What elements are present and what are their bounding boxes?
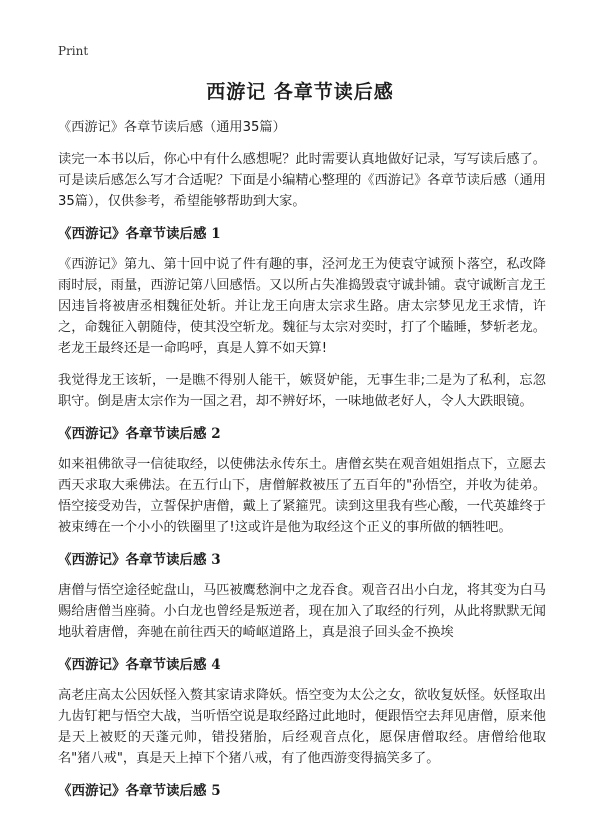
section-paragraph: 《西游记》第九、第十回中说了件有趣的事，泾河龙王为使袁守诚预卜落空，私改降雨时辰，雨量，西游记第八回感悟。又以所占失准捣毁袁守诚卦铺。袁守诚断言龙王因违旨将被唐丞相魏征处斩。并让龙王向唐太宗求生路。唐太宗梦见龙王求情，许之，命魏征入朝随侍，使其没空斩龙。魏征与太宗对奕时，打了个瞌睡，梦斩老龙。老龙王最终还是一命呜呼，真是人算不如天算! <box>58 257 546 356</box>
section-heading: 《西游记》各章节读后感 4 <box>58 657 221 673</box>
article-body <box>58 117 546 811</box>
section-heading: 《西游记》各章节读后感 1 <box>58 226 221 242</box>
section-2 <box>58 423 546 538</box>
section-5 <box>58 780 546 802</box>
section-paragraph: 高老庄高太公因妖怪入赘其家请求降妖。悟空变为太公之女，欲收复妖怪。妖怪取出九齿钉耙与悟空大战，当听悟空说是取经路过此地时，便跟悟空去拜见唐僧，原来他是天上被贬的天蓬元帅，错投猪胎，后经观音点化，愿保唐僧取经。唐僧给他取名"猪八戒"，真是天上掉下个猪八戒，有了他西游变得搞笑多了。 <box>58 688 546 766</box>
section-heading: 《西游记》各章节读后感 2 <box>58 426 221 442</box>
section-paragraph: 唐僧与悟空途径蛇盘山，马匹被鹰愁涧中之龙吞食。观音召出小白龙，将其变为白马赐给唐僧当座骑。小白龙也曾经是叛逆者，现在加入了取经的行列，从此将默默无闻地驮着唐僧，奔驰在前往西天的崎岖道路上，真是浪子回头金不换埃 <box>58 583 546 640</box>
section-4 <box>58 654 546 769</box>
article-subtitle: 《西游记》各章节读后感（通用35篇） <box>58 120 286 135</box>
section-paragraph: 我觉得龙王该斩，一是瞧不得别人能干，嫉贤妒能，无事生非;二是为了私利，忘忽职守。倒是唐太宗作为一国之君，却不辨好坏，一味地做老好人，令人大跌眼镜。 <box>58 373 546 409</box>
print-link[interactable]: Print <box>58 44 89 58</box>
intro-paragraph: 读完一本书以后，你心中有什么感想呢？此时需要认真地做好记录，写写读后感了。可是读后感怎么写才合适呢？下面是小编精心整理的《西游记》各章节读后感（通用35篇），仅供参考，希望能够帮助到大家。 <box>58 152 546 209</box>
section-3 <box>58 549 546 643</box>
section-paragraph: 如来祖佛欲寻一信徒取经，以使佛法永传东土。唐僧玄奘在观音姐姐指点下，立愿去西天求取大乘佛法。在五行山下，唐僧解救被压了五百年的"孙悟空，并收为徒弟。悟空接受劝告，立誓保护唐僧，戴上了紧箍咒。读到这里我有些心酸，一代英雄终于被束缚在一个小小的铁圈里了!这或许是他为取经这个正义的事所做的牺牲吧。 <box>58 457 546 535</box>
section-heading: 《西游记》各章节读后感 3 <box>58 552 221 568</box>
section-heading: 《西游记》各章节读后感 5 <box>58 783 221 799</box>
page-title: 西游记 各章节读后感 <box>206 81 394 103</box>
section-1 <box>58 223 546 412</box>
